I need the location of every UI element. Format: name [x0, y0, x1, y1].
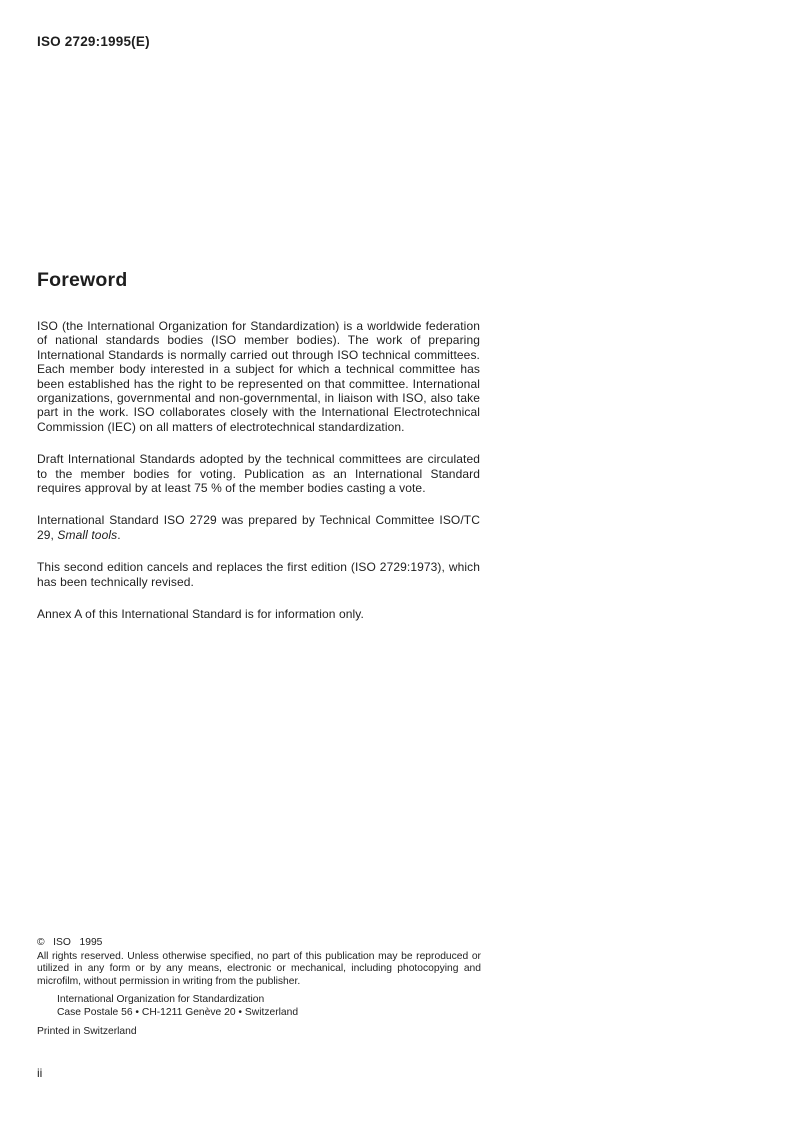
- publisher-block: [57, 994, 481, 1019]
- paragraph-iso-description: ISO (the International Organization for Standardization) is a worldwide federation of national standards bodies (ISO member bodies). The work of preparing International Standards is normally carried out through ISO technical committees. Each member body interested in a subject for which a technical committee has been established has the right to be represented on that committee. International organizations, governmental and non-governmental, in liaison with ISO, also take part in the work. ISO collaborates closely with the International Electrotechnical Commission (IEC) on all matters of electrotechnical standardization.: [37, 319, 480, 434]
- paragraph-draft-standards: Draft International Standards adopted by the technical committees are circulated to the member bodies for voting. Publication as an International Standard requires approval by at least 75 % of the member bodies casting a vote.: [37, 452, 480, 496]
- tc-text-after: .: [117, 527, 121, 542]
- tc-text-italic: Small tools: [57, 527, 118, 542]
- page-number: ii: [37, 1066, 43, 1080]
- document-reference: ISO 2729:1995(E): [37, 34, 150, 49]
- printed-in-note: Printed in Switzerland: [37, 1025, 137, 1037]
- publisher-address: Case Postale 56 • CH-1211 Genève 20 • Switzerland: [57, 1006, 299, 1018]
- footer-block: [37, 937, 481, 1038]
- publisher-name: International Organization for Standardization: [57, 994, 265, 1006]
- section-title-foreword: Foreword: [37, 269, 128, 291]
- paragraph-second-edition: This second edition cancels and replaces the first edition (ISO 2729:1973), which has been technically revised.: [37, 560, 480, 589]
- paragraph-technical-committee: [37, 513, 480, 542]
- paragraph-annex-note: Annex A of this International Standard is for information only.: [37, 607, 364, 622]
- copyright-line: © ISO 1995: [37, 937, 103, 948]
- rights-reserved-text: All rights reserved. Unless otherwise specified, no part of this publication may be reproduced or utilized in any form or by any means, electronic or mechanical, including photocopying and microfilm, without permission in writing from the publisher.: [37, 950, 481, 987]
- main-content: [37, 269, 480, 640]
- tc-text-before: International Standard ISO 2729 was prepared by Technical Committee ISO/TC 29,: [37, 513, 480, 542]
